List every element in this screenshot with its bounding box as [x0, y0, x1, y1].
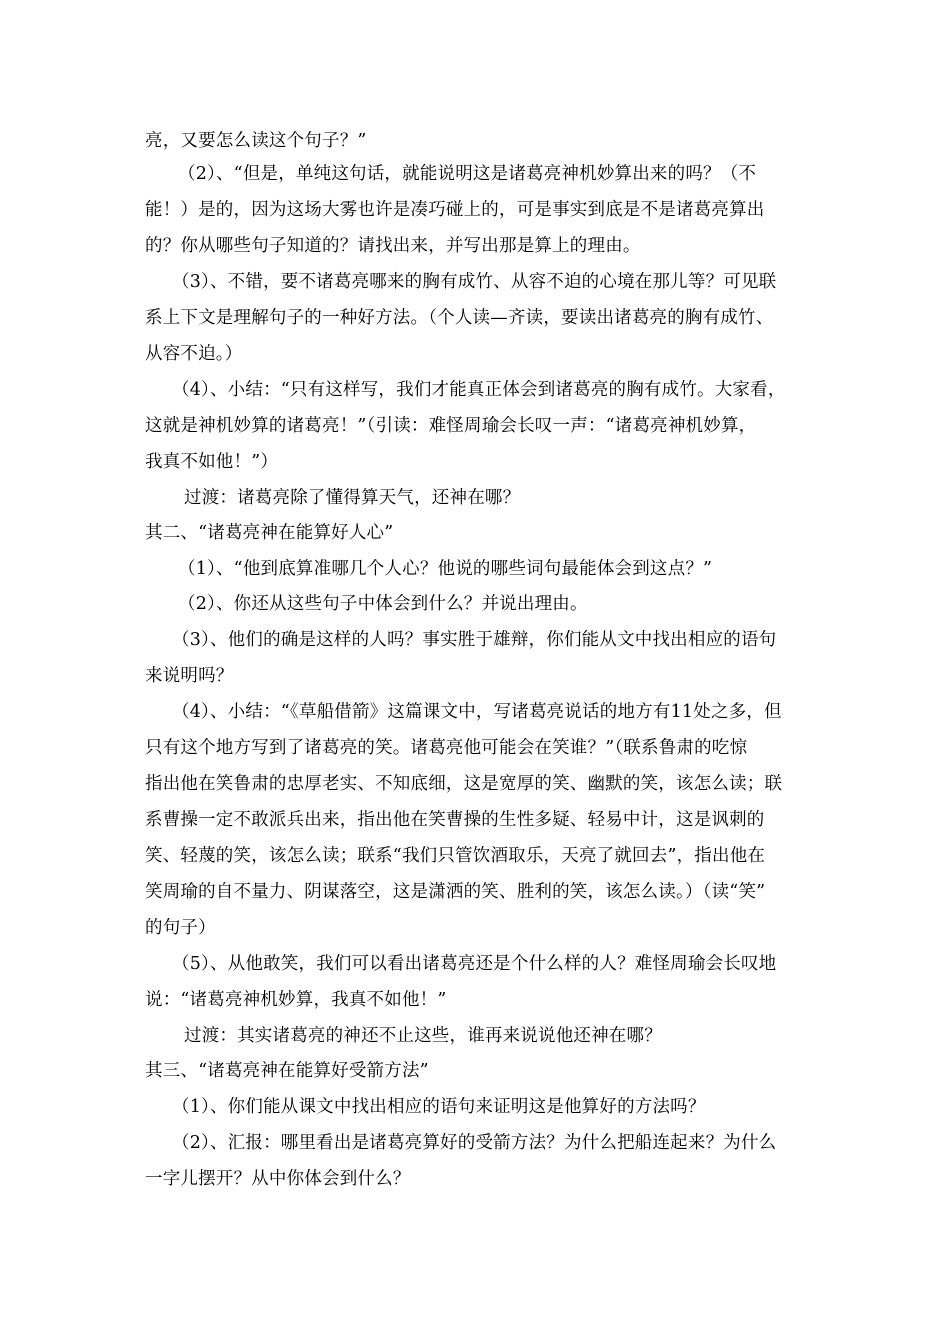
- text-line-24: （5）、从他敢笑，我们可以看出诸葛亮还是个什么样的人？难怪周瑜会长叹地: [172, 954, 777, 974]
- text-line-14: （2）、你还从这些句子中体会到什么？并说出理由。: [178, 594, 588, 614]
- section-heading-3: 其三、“诸葛亮神在能算好受箭方法”: [145, 1061, 429, 1081]
- text-line-1: 亮，又要怎么读这个句子？”: [145, 131, 367, 151]
- text-line-22: 笑周瑜的自不量力、阴谋落空，这是潇洒的笑、胜利的笑，该怎么读。）（读“笑”: [145, 882, 766, 902]
- transition-line-2: 过渡：其实诸葛亮的神还不止这些，谁再来说说他还神在哪？: [184, 1026, 662, 1046]
- text-line-10: 我真不如他！”）: [145, 452, 279, 472]
- text-line-19: 指出他在笑鲁肃的忠厚老实、不知底细，这是宽厚的笑、幽默的笑，该怎么读；联: [145, 774, 783, 794]
- text-line-3: 能！）是的，因为这场大雾也许是凑巧碰上的，可是事实到底是不是诸葛亮算出: [145, 200, 765, 220]
- text-line-8: （4）、小结：“只有这样写，我们才能真正体会到诸葛亮的胸有成竹。大家看，: [172, 380, 786, 400]
- text-line-18: 只有这个地方写到了诸葛亮的笑。诸葛亮他可能会在笑谁？”（联系鲁肃的吃惊: [145, 738, 748, 758]
- text-line-20: 系曹操一定不敢派兵出来，指出他在笑曹操的生性多疑、轻易中计，这是讽刺的: [145, 810, 765, 830]
- text-line-25: 说：“诸葛亮神机妙算，我真不如他！”: [145, 990, 447, 1010]
- text-line-23: 的句子）: [145, 918, 216, 938]
- text-line-21: 笑、轻蔑的笑，该怎么读；联系“我们只管饮酒取乐，天亮了就回去”，指出他在: [145, 846, 766, 866]
- text-line-6: 系上下文是理解句子的一种好方法。（个人读—齐读，要读出诸葛亮的胸有成竹、: [145, 308, 774, 328]
- text-line-4: 的？你从哪些句子知道的？请找出来，并写出那是算上的理由。: [145, 236, 641, 256]
- text-line-15: （3）、他们的确是这样的人吗？事实胜于雄辩，你们能从文中找出相应的语句: [172, 630, 777, 650]
- text-line-9: 这就是神机妙算的诸葛亮！”（引读：难怪周瑜会长叹一声：“诸葛亮神机妙算，: [145, 416, 757, 436]
- text-line-2: （2）、“但是，单纯这句话，就能说明这是诸葛亮神机妙算出来的吗？（不: [178, 164, 757, 184]
- text-line-17: （4）、小结：“《草船借箭》这篇课文中，写诸葛亮说话的地方有11处之多，但: [172, 702, 782, 722]
- text-line-7: 从容不迫。）: [145, 344, 243, 364]
- text-line-30: 一字儿摆开？从中你体会到什么？: [145, 1169, 411, 1189]
- text-line-29: （2）、汇报：哪里看出是诸葛亮算好的受箭方法？为什么把船连起来？为什么: [172, 1133, 777, 1153]
- transition-line-1: 过渡：诸葛亮除了懂得算天气，还神在哪？: [184, 488, 521, 508]
- text-line-28: （1）、你们能从课文中找出相应的语句来证明这是他算好的方法吗？: [172, 1097, 706, 1117]
- section-heading-2: 其二、“诸葛亮神在能算好人心”: [145, 523, 394, 543]
- text-line-13: （1）、“他到底算准哪几个人心？他说的哪些词句最能体会到这点？”: [178, 559, 713, 579]
- text-line-16: 来说明吗？: [145, 666, 234, 686]
- text-line-5: （3）、不错，要不诸葛亮哪来的胸有成竹、从容不迫的心境在那儿等？可见联: [172, 272, 777, 292]
